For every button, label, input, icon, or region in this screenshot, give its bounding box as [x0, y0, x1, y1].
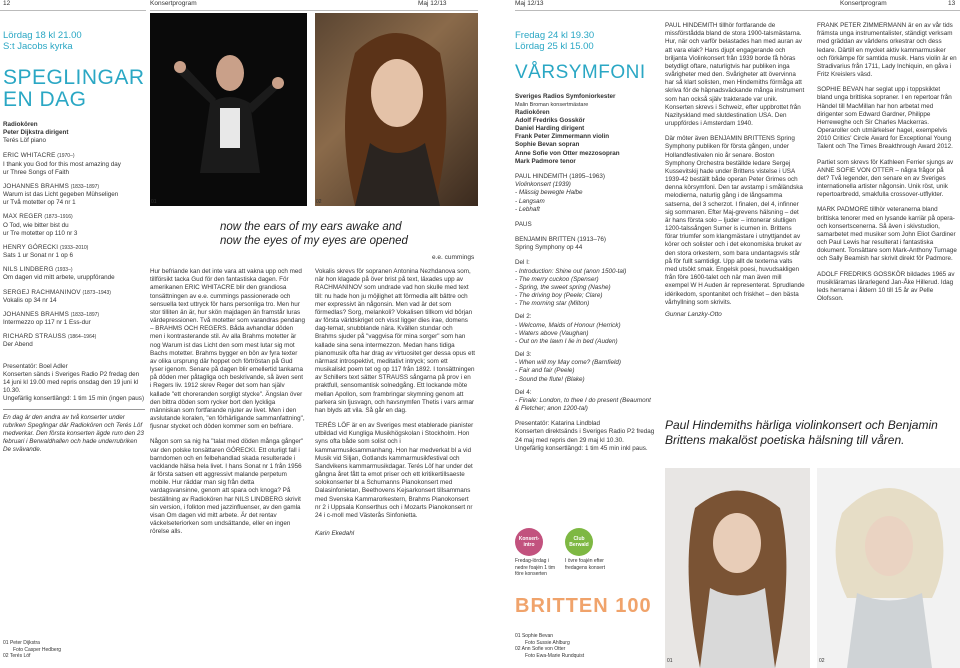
page-number-left: 12 [3, 0, 11, 7]
composer-line [3, 183, 145, 191]
performer: Frank Peter Zimmermann violin [515, 133, 610, 141]
program-line: BENJAMIN BRITTEN (1913–76) [515, 236, 606, 244]
movement: - Sound the flute! (Blake) [515, 375, 585, 383]
pull-quote [220, 220, 480, 249]
movement: - The driving boy (Peele; Clare) [515, 292, 603, 300]
movement: - Welcome, Maids of Honour (Herrick) [515, 321, 621, 329]
photo-anne-sofie-von-otter [817, 468, 960, 668]
running-date-left: Maj 12/13 [418, 0, 447, 7]
photo-number: 01 [151, 199, 157, 205]
work-title: O Tod, wie bitter bist du [3, 221, 69, 229]
performer-list [515, 93, 655, 166]
composer-years: (1933–2010) [59, 244, 89, 251]
series-note: En dag är den andra av två konserter under rubriken Speglingar där Radiokören och Terés Löf medverkar. Den första konserten ägde rum den 23 februari i Berwaldhallen och hade underrubriken De svävande. [3, 409, 145, 455]
concert-speglingar [3, 30, 145, 454]
britten-100-logo: BRITTEN 100 [515, 595, 652, 617]
composer-name: SERGEJ RACHMANINOV [3, 288, 81, 296]
composer-name: HENRY GÓRECKI [3, 243, 59, 251]
composer-name: NILS LINDBERG [3, 266, 54, 274]
composer-line [3, 266, 145, 274]
presenter: Presentatör: Boel Adler [3, 362, 68, 370]
program-item [3, 213, 145, 238]
quote-line: now the ears of my ears awake and [220, 221, 402, 233]
badge-description: I övre foajén efter fredagens konsert [565, 558, 606, 571]
article-text: Vokalis skrevs för sopranen Antonina Nezhdanova som, när hon klagade på över brist på text, läxades upp av RACHMANINOV som undrade vad hon skulle med text till: nu hade hon ju möjlighet att förmedla allt bättre och mer expressivt än någonsin. Men vad är det som förmedlas? Sorg, melankoli? Vokalisen tillkom vid början av första världskriget och visst ligger dies irae, domens dag-temat, snubblande nära. Kvällen stundar och Brahms sjuder på "vaggvisa för mina sorger" som han kallade sina sena intermezzon. Medan hans tidiga pianomusik ofta har drag av virtuositet ger dessa opus ett närmast introspektivt, meditativt intryck; som ett musikaliskt poem tet og op 117 från 1892. I tonsättningen av Schillers text sätter STRAUSS sångarna på prov i en praktfull, sensomantisk solnedgång. Ett lockande möte mellan Apollon, som frambringar skymning genom att parkera sin ljusvagn, och havsnymfen Thetis i vars armar han blyds att vila. Så går en dag. [315, 268, 475, 414]
composer-years: (1833–1897) [70, 183, 100, 190]
artist-bios [817, 22, 957, 303]
performer: Terés Löf piano [3, 137, 47, 145]
work-title: ur Två motetter op 74 nr 1 [3, 199, 76, 207]
photo-number: 01 [667, 658, 673, 664]
artist-bio: FRANK PETER ZIMMERMANN är en av vår tids främsta unga instrumentalister, ständigt verksam med gräddan av världens orkestrar och dess ledare. Därtill en mycket aktiv kammarmusiker och förkämpe för samtida musik. Hans violin är en Stradivarius från 1711, Lady Inchiquin, en gåva i Fritz Kreislers väsd. [817, 22, 957, 79]
article-varsymfoni [665, 22, 805, 319]
caption: 01 Sophie Bevan [515, 633, 554, 639]
caption-credit: Foto Sussie Ahlburg [525, 639, 570, 646]
concert-venue: S:t Jacobs kyrka [3, 41, 73, 53]
artist-bio: ADOLF FREDRIKS GOSSKÖR bildades 1965 av musiklärarnas lärarlegend Jan-Åke Hillerud. Idag leds herrarna i åldern 10 till 15 år av Pelle Olofsson. [817, 270, 955, 303]
running-head-right: Konsertprogram [840, 0, 887, 7]
movement: - When will my May come? (Barnfield) [515, 359, 622, 367]
program-item [3, 289, 145, 305]
header-rule [0, 10, 146, 11]
concert-subtitle: EN DAG [3, 87, 87, 111]
performer: Adolf Fredriks Gosskör [515, 116, 585, 124]
artist-bio: Partiet som skrevs för Kathleen Ferrier sjungs av ANNE SOFIE VON OTTER – några frågor på det? Två legender, den senare en av Sveriges internationella artister någonsin. Unik röst, unik repertoarbredd, smakfulla crossover-utflykter. [817, 158, 954, 199]
concert-date: Fredag 24 kl 19.30 [515, 30, 595, 41]
program-item [3, 333, 145, 349]
photo-number: 02 [316, 199, 322, 205]
performer: Malin Broman konsertmästare [515, 101, 589, 108]
concert-varsymfoni [515, 30, 655, 453]
composer-name: ERIC WHITACRE [3, 152, 56, 160]
performer: Mark Padmore tenor [515, 157, 576, 165]
composer-line [3, 244, 145, 252]
composer-line [3, 213, 145, 221]
article-text: Någon som sa nig ha "talat med döden många gånger" var den polske tonsättaren GÓRECKI. Ett oturligt fall i barndomen och en felbehandlad skada resulterade i vacklande hälsa hela livet. I hans Sonat nr 1 från 1956 är första satsen ett aggressivt malande perpetum mobile. Hur räddar man sig från detta vardagsvansinne, genom att spara och knoga? På beställning av Radiokören har NILS LINDBERG skrivit sin version, i folkton med jazzinfluenser, av den gamla visan Om dagen vid mitt arbete. Är det rentav väckelseteriorken som undsättande, eller en ingen rörelse alls. [150, 438, 304, 536]
composer-name: JOHANNES BRAHMS [3, 310, 69, 318]
movement: - Waters above (Vaughan) [515, 329, 589, 337]
work-title: Om dagen vid mitt arbete, uruppförande [3, 274, 115, 282]
caption-credit: Foto Casper Hedberg [13, 646, 62, 653]
composer-line [3, 311, 145, 319]
concert-date: Lördag 18 kl 21.00 [3, 30, 82, 41]
concert-length: Ungefärlig konsertlängd: 1 tim 45 min inkl paus. [515, 444, 648, 452]
movement-list [515, 259, 655, 413]
caption-credit: Foto Ewa-Marie Rundquist [525, 652, 585, 659]
artist-bio: TERÉS LÖF är en av Sveriges mest etablerade pianister utbildad vid Kungliga Musikhögskolan i Stockholm. Hon syns ofta både som solist och i kammarmusiksammanhang. Hon har medverkat bl a vid Musik vid Siljan, Gotlands kammarmusikfestival och Sandvikens kammarmusikdagar. Terés Löf har under det gångna året fått ta emot priser och ett kritikertillsaeste solokonserter bl a Schumanns Pianokonsert med Dalasinfonietan, Beethovens Kejsarkonsert tillsammans med Svenska Kammarorkestern, Brahms Pianokonsert nr 2 i Uppsala Konserthus och i Mozarts Pianokonsert nr 24 i c-moll med Västerås Sinfonietta. [315, 422, 474, 519]
work-title: ur Tre motetter op 110 nr 3 [3, 229, 78, 237]
movement: Del 4: [515, 388, 532, 396]
work-title: Sats 1 ur Sonat nr 1 op 6 [3, 252, 74, 260]
composer-years: (1933–) [55, 267, 73, 274]
composer-line [3, 289, 145, 297]
performer: Radiokören [3, 120, 38, 128]
program-line: - Mässig bewegte Halbe [515, 189, 583, 197]
movement: - Introduction: Shine out (anon 1500-tal) [515, 267, 627, 275]
author-signature: Karin Ekedahl [315, 530, 355, 538]
performer: Daniel Harding dirigent [515, 125, 585, 133]
author-signature: Gunnar Lanzky-Otto [665, 310, 722, 318]
composer-line [3, 333, 145, 341]
performer: Peter Dijkstra dirigent [3, 129, 69, 137]
konsertintro-badge: Konsert-intro [515, 528, 543, 556]
work-title: I thank you God for this most amazing day [3, 160, 121, 168]
program-line: PAUL HINDEMITH (1895–1963) [515, 172, 605, 180]
composer-years: (1833–1897) [70, 311, 100, 318]
movement: Del 3: [515, 351, 532, 359]
program-line: Violinkonsert (1939) [515, 181, 571, 189]
movement: - Fair and fair (Peele) [515, 367, 575, 375]
concert-title: VÅRSYMFONI [515, 61, 646, 83]
photo-captions [3, 640, 143, 660]
article-text: Hur befriande kan det inte vara att vakna upp och med tillförsikt tacka Gud för den fantastiska dagen. För amerikanen ERIC WHITACRE blir den grandiosa tonsättningen av e.e. cummings passionerade och sensuella text uttryck för hans personliga tro. Men hur stor tilliten än är, hur skön majdagen än framstår luras värdepressionen. Två motetter som varandras pendang – BRAHMS OCH REGERS. Båda avhandlar döden men i kontrasterande stil. Av alla Brahms motetter är nog Warum ist das Licht den som mest lutar sig mot Bachs motetter. Brahms bygger en bön av fyra texter av olika ursprung där hoppet och förtröstan på Gud lyser igenom. Senare på dagen blir emellertid tankarna på döden mer påtagliga och beskrivande, så även sent i Regers liv. 1912 skrev Reger det som han själv kallade "ett choreranden sorgligt stycke". Ängslan över den bittra döden som rycker bort den lyckliga människan som fortfarande njuter av livet. Men i den avslutande koralen, "en förhärligande sammanfattning", fjusnar stycket och döden kommer som en befriare. [150, 268, 305, 431]
program-line: Spring Symphony op 44 [515, 244, 583, 252]
program-item [3, 152, 145, 177]
concert-title: SPEGLINGAR [3, 65, 145, 89]
composer-name: MAX REGER [3, 213, 43, 221]
article-left [150, 268, 305, 537]
work-title: Intermezzo op 117 nr 1 Ess-dur [3, 319, 91, 327]
header-rule [515, 10, 960, 11]
broadcast-info: Konserten direktsänds i Sveriges Radio P2 fredag 24 maj med repris den 29 maj kl 10.30. [515, 428, 655, 444]
composer-name: RICHARD STRAUSS [3, 333, 67, 341]
photo-number: 02 [819, 658, 825, 664]
caption: 02 Terés Löf [3, 653, 31, 659]
photo-teres-lof [315, 13, 478, 206]
composer-line [3, 152, 145, 160]
photo-sophie-bevan [665, 468, 810, 668]
article-text: Där möter även BENJAMIN BRITTENS Spring Symphony publiken för första gången, under Hollandfestivalen nio år senare. Boston Symphony Orchestra beställde ledare Sergej Kussevitskij hade under Brittens vistelse i USA 1939-42 beställt både operan Peter Grimes och denna körsymfoni. Den tar avstamp i småländska melodierna, naturlig gång i de långsamma satserna, del 3 scherzot. I finalen, del 4, infinner sig sommaren. Efter Maj-grevens hälsning – det är hans första solo – ljuder – intonerar slutligen 1200-talssången Sumer is icumen in. Brittens förar triumfer som klangmästare i utnyttjandet av körer och solister och i det ekonomiska bruket av den stora orkestern, som bara undantagsvis står på för fullt samtidigt. Upp allt de texterna valts med utsökt smak. Engelsk poesi, huvudsakligen från före 1600-talet och när man även mill exempel W H Auden är representerat. Sprudlande idérikedom, spontanitet och friskhet – den bästa vårhyllning som skrivits. [665, 135, 805, 306]
concert-length: Ungefärlig konsertlängd: 1 tim 15 min (ingen paus) [3, 395, 145, 403]
performer: Radiokören [515, 108, 550, 116]
program-britten [515, 236, 655, 252]
quote-line: now the eyes of my eyes are opened [220, 235, 408, 248]
movement: - Out on the lawn I lie in bed (Auden) [515, 337, 618, 345]
movement: Del I: [515, 259, 530, 267]
movement: - Spring, the sweet spring (Nashe) [515, 283, 611, 291]
broadcast-info: Konserten sänds i Sveriges Radio P2 fredag den 14 juni kl 19.00 med repris onsdag den 19 juni kl 10.30. [3, 370, 140, 395]
performer: Sophie Bevan sopran [515, 141, 580, 149]
program-line: - Lebhaft [515, 205, 540, 213]
pull-quote: Paul Hindemiths härliga violinkonsert och Benjamin Brittens makalöst poetiska hälsning till våren. [665, 418, 938, 448]
article-text: PAUL HINDEMITH tillhör fortfarande de missförstådda bland de stora 1900-talsmästarna. Hur, när och varför belastades han med auran av att vara elak? Hans djupt engagerande och briljanta Violinkonsert från 1939 borde få höras betydligt oftare, naturligtvis har publiken inga svårigheter med den. Svårigheter att övervinna har så klart solisten, men Hindemiths förmåga att skriva för de häpnadsväckande många instrument som han också själv trakterade var unik. Konserten skrevs i Schweiz, efter uppbrottet från Nazityskland med slutdestination USA. Den uruppfördes i Amsterdam 1940. [665, 22, 805, 128]
program-hindemith [515, 173, 655, 214]
photo-peter-dijkstra [150, 13, 307, 206]
work-title: Der Abend [3, 341, 33, 349]
movement: Del 2: [515, 313, 532, 321]
artist-bio: MARK PADMORE tillhör veteranerna bland brittiska tenorer med en lysande karriär på opera- och konsertscenerna. Så även i skivstudion, samarbetet med musiker som John Eliot Gardiner och Paul Lewis har resulterat i fantastiska dokument. Tonsättare som Mark-Anthony Turnage och Sally Beamish har skrivit direkt för Padmore. [817, 206, 957, 263]
running-head-left: Konsertprogram [150, 0, 197, 7]
performer: Anne Sofie von Otter mezzosopran [515, 149, 620, 157]
badge-description: Fredag-lördag i nedre foajén 1 tim före konserten [515, 558, 556, 577]
composer-name: JOHANNES BRAHMS [3, 182, 69, 190]
program-item [3, 311, 145, 327]
work-title: Warum ist das Licht gegeben Mühseligen [3, 191, 119, 199]
composer-years: (1873–1916) [44, 214, 73, 221]
page-number-right: 13 [948, 0, 956, 7]
composer-years: (1873–1943) [82, 289, 111, 296]
photo-captions [515, 633, 605, 659]
presenter: Presentatör: Katarina Lindblad [515, 420, 601, 428]
article-right [315, 268, 475, 538]
program-list [3, 152, 145, 349]
quote-attribution: e.e. cummings [432, 254, 475, 261]
concert-date: Lördag 25 kl 15.00 [515, 41, 594, 53]
intermission: PAUS [515, 220, 532, 228]
work-title: ur Three Songs of Faith [3, 168, 70, 176]
program-item [3, 244, 145, 260]
running-date-right: Maj 12/13 [515, 0, 544, 7]
caption: 01 Peter Dijkstra [3, 640, 40, 646]
program-item [3, 183, 145, 208]
caption: 02 Ann Sofie von Otter [515, 646, 566, 652]
program-line: - Langsam [515, 197, 545, 205]
artist-bio: SOPHIE BEVAN har seglat upp i toppskiktet bland unga brittiska sopraner. I en repertoar från Händel till MacMillan har hon arbetat med dirigenter som Edward Gardner, Philippe Herreweghe och Sir Charles Mackerras. Operaroller och utmärkelser hagel, exempelvis 2010 Critics' Circle Award for Exceptional Young Talent och The Times Breakthrough Award 2012. [817, 86, 953, 151]
header-rule [150, 10, 478, 11]
composer-years: (1970–) [57, 153, 75, 160]
movement: - The merry cuckoo (Spenser) [515, 275, 599, 283]
composer-years: (1864–1964) [67, 334, 97, 341]
work-title: Vokalis op 34 nr 14 [3, 296, 57, 304]
performer: Sveriges Radios Symfoniorkester [515, 93, 616, 101]
movement: - The morning star (Milton) [515, 300, 590, 308]
movement: - Finale: London, to thee I do present (Beaumont & Fletcher; anon 1200-tal) [515, 396, 651, 413]
club-berwald-badge: Club Berwald [565, 528, 593, 556]
program-item [3, 266, 145, 282]
